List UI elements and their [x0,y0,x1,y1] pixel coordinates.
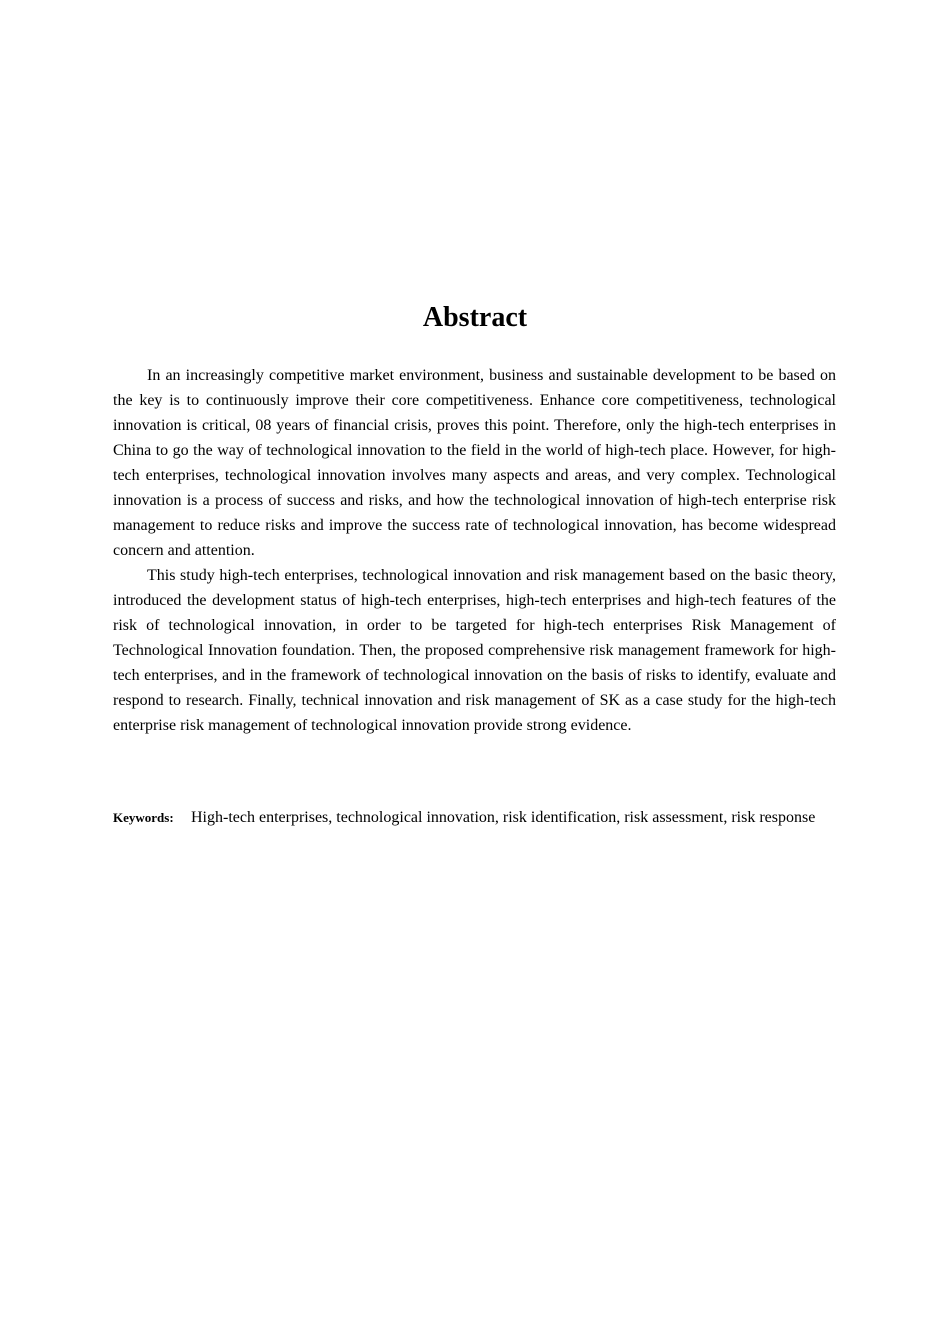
keywords-text: High-tech enterprises, technological innovation, risk identification, risk assessment, risk response [191,809,816,826]
abstract-paragraph-1: In an increasingly competitive market environment, business and sustainable development to be based on the key is to continuously improve their core competitiveness. Enhance core competitiveness, technological innovation is critical, 08 years of financial crisis, proves this point. Therefore, only the high-tech enterprises in China to go the way of technological innovation to the field in the world of high-tech place. However, for high-tech enterprises, technological innovation involves many aspects and areas, and very complex. Technological innovation is a process of success and risks, and how the technological innovation of high-tech enterprise risk management to reduce risks and improve the success rate of technological innovation, has become widespread concern and attention. [113,367,836,559]
abstract-title: Abstract [422,302,528,333]
keywords-block [113,805,836,830]
abstract-paragraph-2: This study high-tech enterprises, technological innovation and risk management based on the basic theory, introduced the development status of high-tech enterprises, high-tech enterprises and high-tech features of the risk of technological innovation, in order to be targeted for high-tech enterprises Risk Management of Technological Innovation foundation. Then, the proposed comprehensive risk management framework for high-tech enterprises, and in the framework of technological innovation on the basis of risks to identify, evaluate and respond to research. Finally, technical innovation and risk management of SK as a case study for the high-tech enterprise risk management of technological innovation provide strong evidence. [113,567,836,734]
keywords-label: Keywords: [113,810,174,825]
abstract-body [113,363,836,738]
